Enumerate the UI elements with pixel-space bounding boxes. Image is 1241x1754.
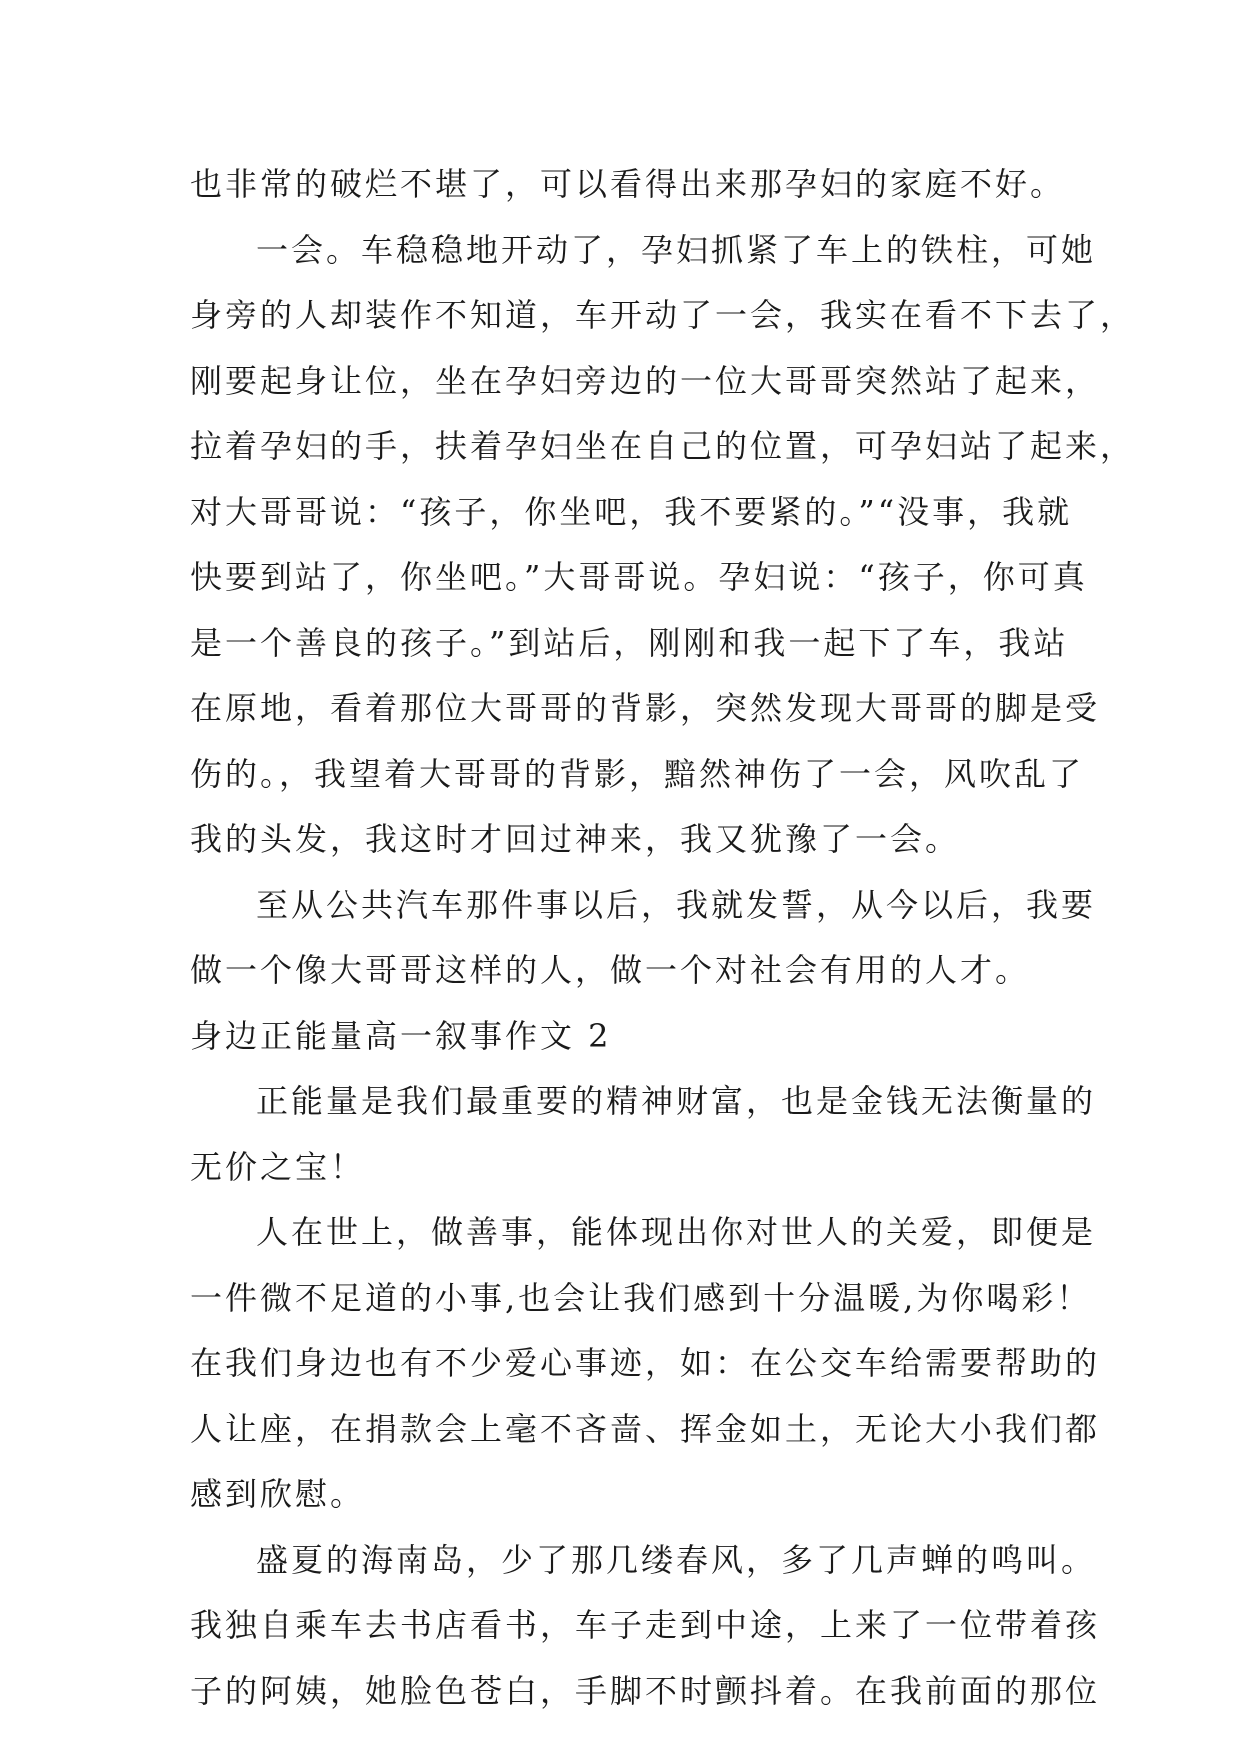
paragraph-first-line: 一会。车稳稳地开动了，孕妇抓紧了车上的铁柱，可她 (256, 230, 1097, 269)
text-line: 是一个善良的孩子。”到站后，刚刚和我一起下了车，我站 (190, 623, 1069, 662)
text-line: 无价之宝！ (190, 1147, 366, 1186)
text-line: 在我们身边也有不少爱心事迹，如：在公交车给需要帮助的 (190, 1344, 1101, 1382)
text-line: 也非常的破烂不堪了，可以看得出来那孕妇的家庭不好。 (190, 165, 1066, 203)
text-line: 子的阿姨，她脸色苍白，手脚不时颤抖着。在我前面的那位 (190, 1671, 1101, 1710)
paragraph-first-line: 正能量是我们最重要的精神财富，也是金钱无法衡量的 (256, 1082, 1097, 1120)
text-line: 拉着孕妇的手，扶着孕妇坐在自己的位置，可孕妇站了起来， (190, 427, 1136, 465)
paragraph-first-line: 至从公共汽车那件事以后，我就发誓，从今以后，我要 (256, 885, 1097, 924)
text-line: 我独自乘车去书店看书，车子走到中途，上来了一位带着孩 (190, 1606, 1101, 1644)
text-line: 感到欣慰。 (190, 1475, 366, 1513)
text-line: 刚要起身让位，坐在孕妇旁边的一位大哥哥突然站了起来， (190, 361, 1101, 400)
text-line: 人让座，在捐款会上毫不吝啬、挥金如土，无论大小我们都 (190, 1409, 1101, 1448)
text-line: 对大哥哥说：“孩子，你坐吧，我不要紧的。”“没事，我就 (190, 492, 1073, 531)
text-line: 伤的。，我望着大哥哥的背影，黯然神伤了一会，风吹乱了 (190, 754, 1085, 793)
text-line: 做一个像大哥哥这样的人，做一个对社会有用的人才。 (190, 951, 1031, 989)
text-line: 一件微不足道的小事,也会让我们感到十分温暖,为你喝彩！ (190, 1278, 1092, 1317)
text-line: 快要到站了，你坐吧。”大哥哥说。孕妇说：“孩子，你可真 (190, 558, 1088, 596)
text-line: 我的头发，我这时才回过神来，我又犹豫了一会。 (190, 820, 961, 858)
section-heading: 身边正能量高一叙事作文 2 (190, 1016, 612, 1055)
text-line: 在原地，看着那位大哥哥的背影，突然发现大哥哥的脚是受 (190, 689, 1101, 727)
document-body (190, 152, 1136, 1724)
text-line: 身旁的人却装作不知道，车开动了一会，我实在看不下去了， (190, 296, 1136, 334)
paragraph-first-line: 人在世上，做善事，能体现出你对世人的关爱，即便是 (256, 1213, 1097, 1251)
paragraph-first-line: 盛夏的海南岛，少了那几缕春风，多了几声蝉的鸣叫。 (256, 1540, 1097, 1579)
